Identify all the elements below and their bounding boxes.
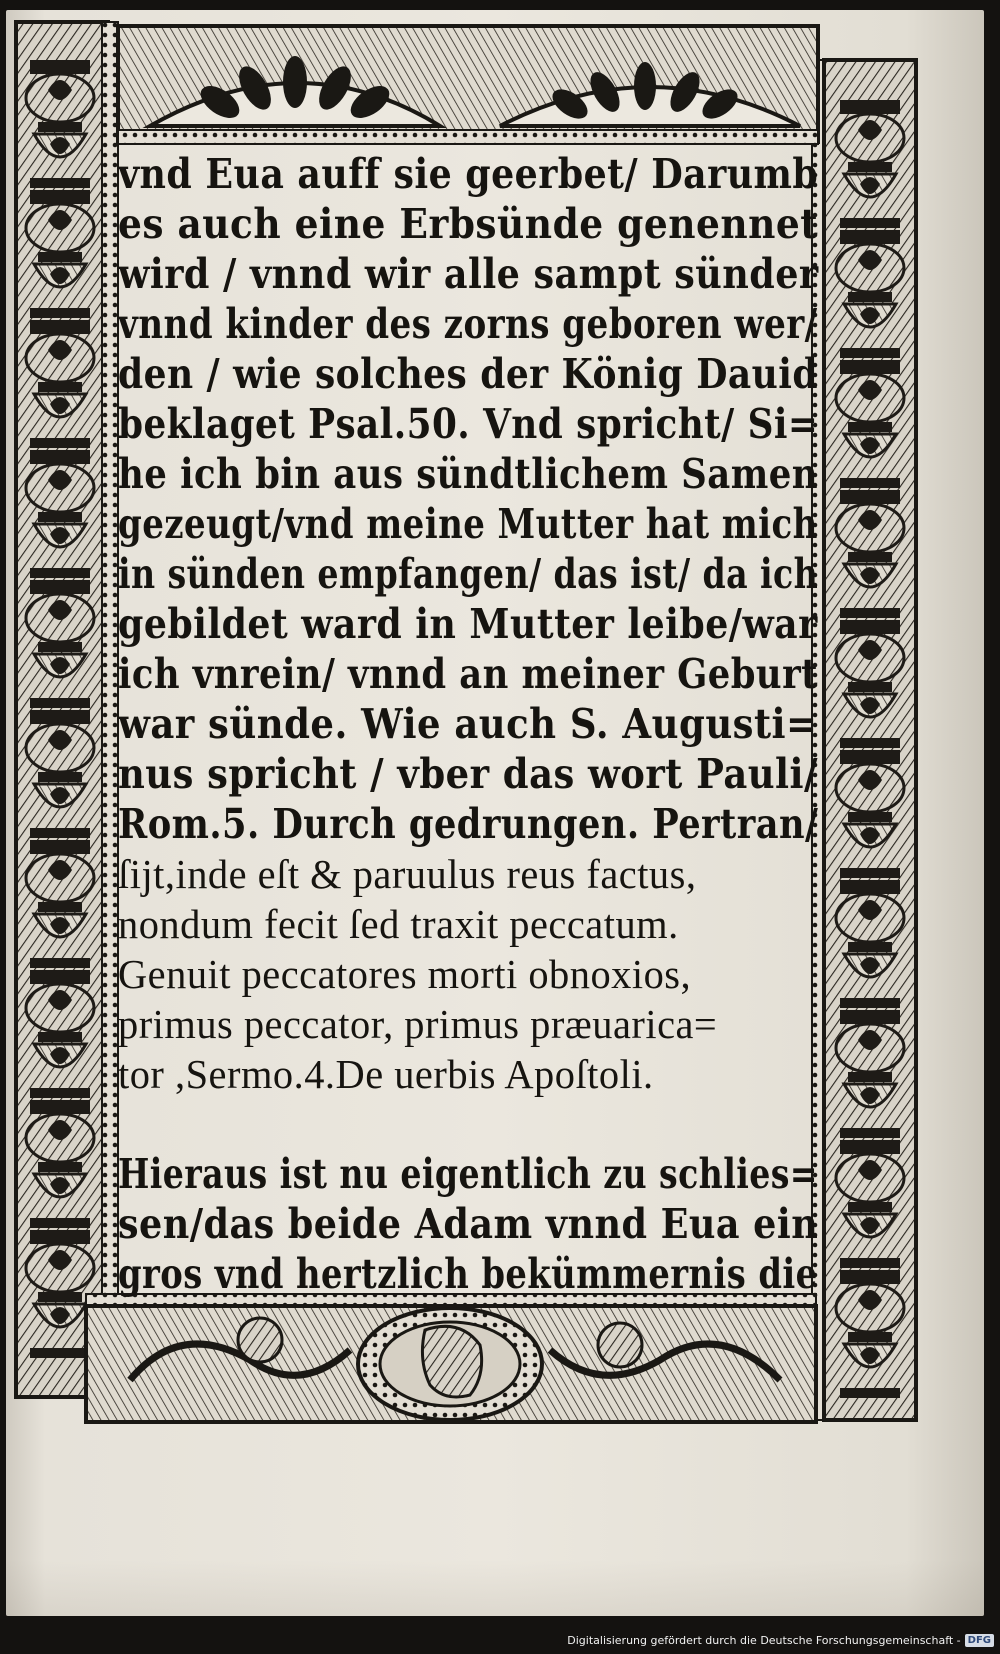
- page-text: [118, 150, 828, 1300]
- text-line: nus spricht / vber das wort Pauli/: [118, 750, 818, 798]
- digitization-credit: [567, 1630, 994, 1650]
- text-line: wird / vnnd wir alle sampt sünder: [118, 250, 819, 298]
- text-line: den / wie solches der König Dauid: [118, 350, 818, 398]
- text-line: nondum fecit ſed traxit peccatum.: [118, 901, 679, 947]
- dfg-logo: DFG: [965, 1634, 994, 1647]
- text-line: vnnd kinder des zorns geboren wer/: [118, 300, 818, 348]
- text-line: gebildet ward in Mutter leibe/war: [118, 600, 818, 648]
- text-line: beklaget Psal.50. Vnd spricht/ Si=: [118, 400, 819, 448]
- text-line: sen/das beide Adam vnnd Eua ein: [118, 1200, 819, 1248]
- text-line: vnd Eua auff sie geerbet/ Darumb: [118, 150, 819, 198]
- text-line: gros vnd hertzlich bekümmernis die: [118, 1250, 818, 1298]
- text-line: Genuit peccatores morti obnoxios,: [118, 951, 692, 997]
- credit-text: Digitalisierung gefördert durch die Deutsche Forschungsgemeinschaft -: [567, 1633, 961, 1647]
- text-line: gezeugt/vnd meine Mutter hat mich: [118, 500, 818, 548]
- text-line: tor ,Sermo.4.De uerbis Apoſtoli.: [118, 1051, 654, 1097]
- text-line: in sünden empfangen/ das ist/ da ich: [118, 550, 819, 598]
- text-line: he ich bin aus sündtlichem Samen: [118, 450, 818, 498]
- text-line: es auch eine Erbsünde genennet: [118, 200, 819, 248]
- text-line: Rom.5. Durch gedrungen. Pertran/: [118, 800, 819, 848]
- text-line: primus peccator, primus præuarica=: [118, 1001, 718, 1047]
- text-line: war sünde. Wie auch S. Augusti=: [118, 700, 818, 748]
- text-line: Hieraus ist nu eigentlich zu schlies=: [118, 1150, 818, 1198]
- text-line: ſijt,inde eſt & paruulus reus factus,: [118, 851, 697, 897]
- text-line: ich vnrein/ vnnd an meiner Geburt: [118, 650, 818, 698]
